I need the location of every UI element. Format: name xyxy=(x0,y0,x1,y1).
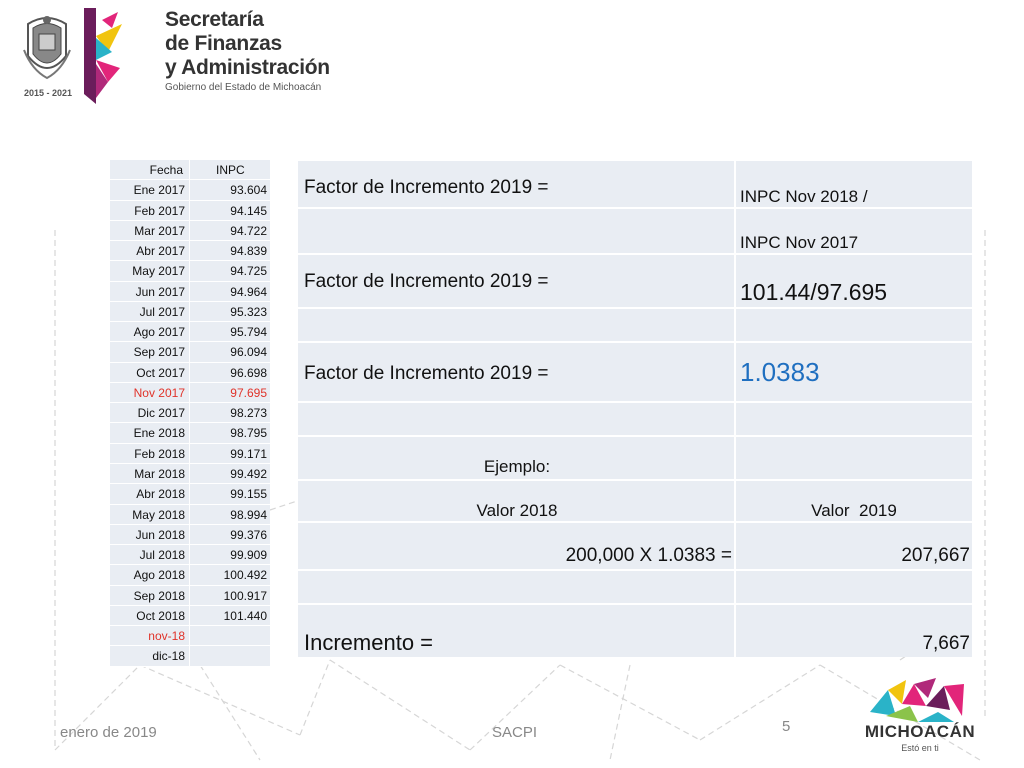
fecha-cell: dic-18 xyxy=(110,646,190,666)
formula-row-spacer-2 xyxy=(298,403,972,437)
footer-date: enero de 2019 xyxy=(60,724,157,741)
fecha-cell: Dic 2017 xyxy=(110,403,190,423)
formula-row-3 xyxy=(298,255,972,309)
table-row xyxy=(110,342,270,362)
inpc-cell: 95.794 xyxy=(190,322,270,342)
factor-label-1: Factor de Incremento 2019 = xyxy=(304,177,549,198)
fecha-cell: Abr 2017 xyxy=(110,241,190,261)
table-row xyxy=(110,363,270,383)
seal-years: 2015 - 2021 xyxy=(23,88,73,98)
fecha-cell: Mar 2018 xyxy=(110,464,190,484)
formula-row-1 xyxy=(298,161,972,209)
fecha-cell: Mar 2017 xyxy=(110,221,190,241)
table-row-highlighted xyxy=(110,383,270,403)
expr-numerator: INPC Nov 2018 / xyxy=(740,187,868,206)
inpc-cell: 98.273 xyxy=(190,403,270,423)
fecha-cell: nov-18 xyxy=(110,626,190,646)
table-row xyxy=(110,565,270,585)
fecha-cell: Jun 2018 xyxy=(110,525,190,545)
fecha-cell: Ago 2018 xyxy=(110,565,190,585)
fecha-cell: Sep 2017 xyxy=(110,342,190,362)
table-row xyxy=(110,282,270,302)
inpc-cell: 94.964 xyxy=(190,282,270,302)
inpc-cell: 94.725 xyxy=(190,261,270,281)
title-line-2: de Finanzas xyxy=(165,32,282,55)
table-row xyxy=(110,525,270,545)
inpc-cell: 100.492 xyxy=(190,565,270,585)
footer-center-label: SACPI xyxy=(492,724,538,741)
fecha-cell: Jun 2017 xyxy=(110,282,190,302)
inpc-cell: 96.698 xyxy=(190,363,270,383)
inpc-cell: 101.440 xyxy=(190,606,270,626)
valor-2019-header: Valor 2019 xyxy=(811,501,897,520)
k-brand-icon xyxy=(82,8,130,104)
table-row xyxy=(110,545,270,565)
table-row xyxy=(110,403,270,423)
header-fecha: Fecha xyxy=(110,160,190,180)
inpc-cell xyxy=(190,646,270,666)
expr-values: 101.44/97.695 xyxy=(740,279,888,305)
inpc-cell: 99.171 xyxy=(190,444,270,464)
fecha-cell: Oct 2018 xyxy=(110,606,190,626)
fecha-cell: Feb 2017 xyxy=(110,201,190,221)
table-row xyxy=(110,322,270,342)
inpc-cell: 99.155 xyxy=(190,484,270,504)
expr-denominator: INPC Nov 2017 xyxy=(740,233,859,252)
inpc-cell: 99.376 xyxy=(190,525,270,545)
table-row xyxy=(110,444,270,464)
formula-row-9 xyxy=(298,523,972,571)
formula-row-11 xyxy=(298,605,972,657)
subtitle: Gobierno del Estado de Michoacán xyxy=(165,82,322,93)
michoacan-tagline: Estó en ti xyxy=(901,743,939,753)
inpc-cell: 98.994 xyxy=(190,505,270,525)
factor-label-3: Factor de Incremento 2019 = xyxy=(304,363,549,384)
inpc-cell: 97.695 xyxy=(190,383,270,403)
fecha-cell: Ago 2017 xyxy=(110,322,190,342)
inpc-cell: 94.722 xyxy=(190,221,270,241)
inpc-cell xyxy=(190,626,270,646)
michoacan-logo-icon xyxy=(866,676,970,724)
table-row xyxy=(110,221,270,241)
incremento-label: Incremento = xyxy=(304,630,434,655)
inpc-table xyxy=(110,160,270,667)
table-row xyxy=(110,464,270,484)
formula-row-spacer-1 xyxy=(298,309,972,343)
formula-row-7 xyxy=(298,437,972,481)
page-number: 5 xyxy=(782,718,791,735)
michoacan-brand-text: MICHOACÁN xyxy=(864,722,976,741)
table-row xyxy=(110,505,270,525)
inpc-cell: 94.839 xyxy=(190,241,270,261)
inpc-header-row xyxy=(110,160,270,180)
formula-row-8 xyxy=(298,481,972,523)
table-row xyxy=(110,484,270,504)
inpc-cell: 95.323 xyxy=(190,302,270,322)
inpc-cell: 94.145 xyxy=(190,201,270,221)
incremento-value: 7,667 xyxy=(922,633,970,654)
fecha-cell: Feb 2018 xyxy=(110,444,190,464)
table-row xyxy=(110,302,270,322)
table-row xyxy=(110,180,270,200)
fecha-cell: Jul 2017 xyxy=(110,302,190,322)
formula-table xyxy=(298,161,972,657)
title-line-3: y Administración xyxy=(165,56,330,79)
header-inpc: INPC xyxy=(190,160,270,180)
table-row xyxy=(110,423,270,443)
factor-label-2: Factor de Incremento 2019 = xyxy=(304,271,549,292)
formula-row-2 xyxy=(298,209,972,255)
ejemplo-label: Ejemplo: xyxy=(483,457,551,476)
inpc-cell: 100.917 xyxy=(190,586,270,606)
valor-2018-header: Valor 2018 xyxy=(476,501,558,520)
fecha-cell: Sep 2018 xyxy=(110,586,190,606)
inpc-cell: 99.492 xyxy=(190,464,270,484)
inpc-cell: 99.909 xyxy=(190,545,270,565)
state-seal-icon xyxy=(22,10,72,84)
table-row xyxy=(110,606,270,626)
factor-result: 1.0383 xyxy=(740,357,820,387)
inpc-cell: 98.795 xyxy=(190,423,270,443)
table-row xyxy=(110,201,270,221)
calc-result: 207,667 xyxy=(901,545,970,566)
inpc-cell: 93.604 xyxy=(190,180,270,200)
formula-row-5 xyxy=(298,343,972,403)
table-row xyxy=(110,646,270,666)
calc-expression: 200,000 X 1.0383 = xyxy=(565,545,732,566)
table-row xyxy=(110,586,270,606)
fecha-cell: May 2018 xyxy=(110,505,190,525)
inpc-cell: 96.094 xyxy=(190,342,270,362)
table-row xyxy=(110,261,270,281)
fecha-cell: Ene 2017 xyxy=(110,180,190,200)
fecha-cell: May 2017 xyxy=(110,261,190,281)
formula-row-spacer-3 xyxy=(298,571,972,605)
fecha-cell: Oct 2017 xyxy=(110,363,190,383)
table-row-highlighted xyxy=(110,626,270,646)
table-row xyxy=(110,241,270,261)
fecha-cell: Nov 2017 xyxy=(110,383,190,403)
fecha-cell: Jul 2018 xyxy=(110,545,190,565)
fecha-cell: Abr 2018 xyxy=(110,484,190,504)
title-line-1: Secretaría xyxy=(165,8,264,31)
fecha-cell: Ene 2018 xyxy=(110,423,190,443)
